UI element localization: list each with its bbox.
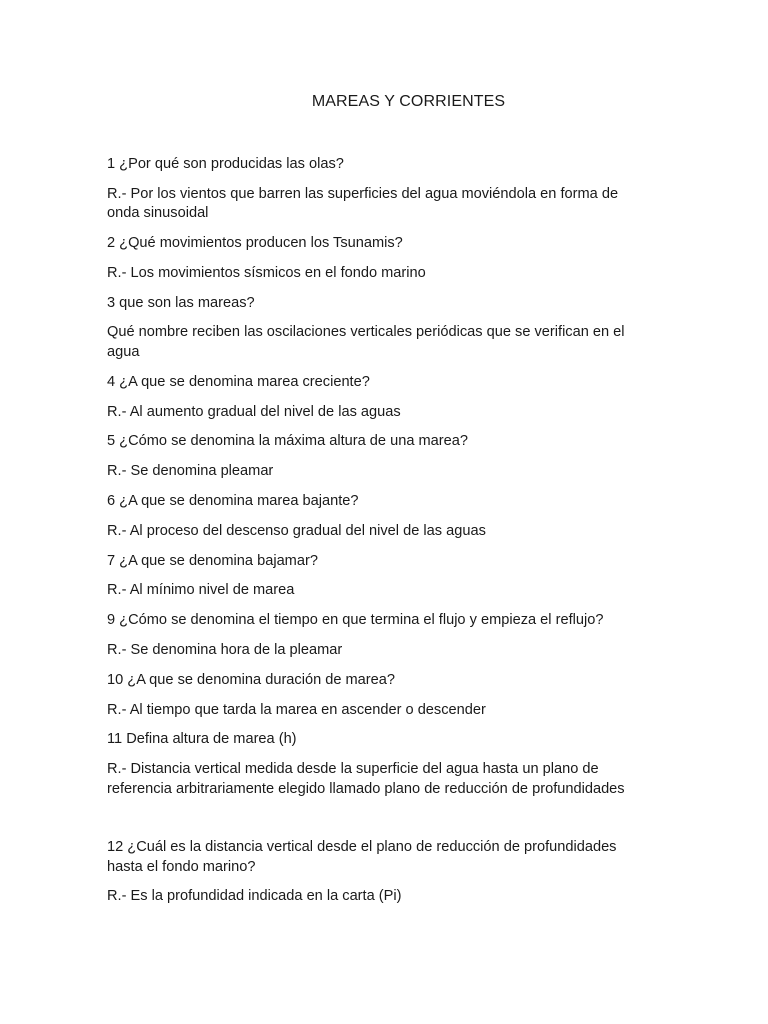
answer-2: R.- Los movimientos sísmicos en el fondo marino [107, 264, 426, 281]
question-11: 11 Defina altura de marea (h) [107, 731, 297, 748]
answer-1: R.- Por los vientos que barren las superficies del agua moviéndola en forma de onda sinusoidal [107, 185, 619, 222]
question-12: 12 ¿Cuál es la distancia vertical desde el plano de reducción de profundidades hasta el fondo marino? [107, 839, 617, 875]
question-2: 2 ¿Qué movimientos producen los Tsunamis? [107, 235, 403, 252]
question-3: 3 que son las mareas? [107, 294, 255, 311]
answer-6: R.- Al proceso del descenso gradual del nivel de las aguas [107, 522, 486, 539]
document-title: MAREAS Y CORRIENTES [311, 93, 506, 110]
answer-11: R.- Distancia vertical medida desde la superficie del agua hasta un plano de referencia arbitrariamente elegido llamado plano de reducción de profundidades [107, 761, 625, 797]
answer-5: R.- Se denomina pleamar [107, 463, 274, 480]
qa-list [107, 155, 650, 907]
question-10: 10 ¿A que se denomina duración de marea? [107, 671, 396, 688]
question-1: 1 ¿Por qué son producidas las olas? [107, 156, 344, 172]
answer-4: R.- Al aumento gradual del nivel de las aguas [107, 403, 401, 420]
answer-10: R.- Al tiempo que tarda la marea en ascender o descender [107, 701, 486, 718]
answer-3: Qué nombre reciben las oscilaciones verticales periódicas que se verifican en el agua [107, 324, 625, 360]
question-7: 7 ¿A que se denomina bajamar? [107, 552, 318, 569]
question-6: 6 ¿A que se denomina marea bajante? [107, 492, 359, 509]
answer-7: R.- Al mínimo nivel de marea [107, 582, 295, 599]
answer-12: R.- Es la profundidad indicada en la carta (Pi) [107, 888, 402, 905]
answer-9: R.- Se denomina hora de la pleamar [107, 641, 343, 658]
question-5: 5 ¿Cómo se denomina la máxima altura de una marea? [107, 433, 468, 450]
question-9: 9 ¿Cómo se denomina el tiempo en que termina el flujo y empieza el reflujo? [107, 612, 604, 629]
question-4: 4 ¿A que se denomina marea creciente? [107, 373, 370, 390]
